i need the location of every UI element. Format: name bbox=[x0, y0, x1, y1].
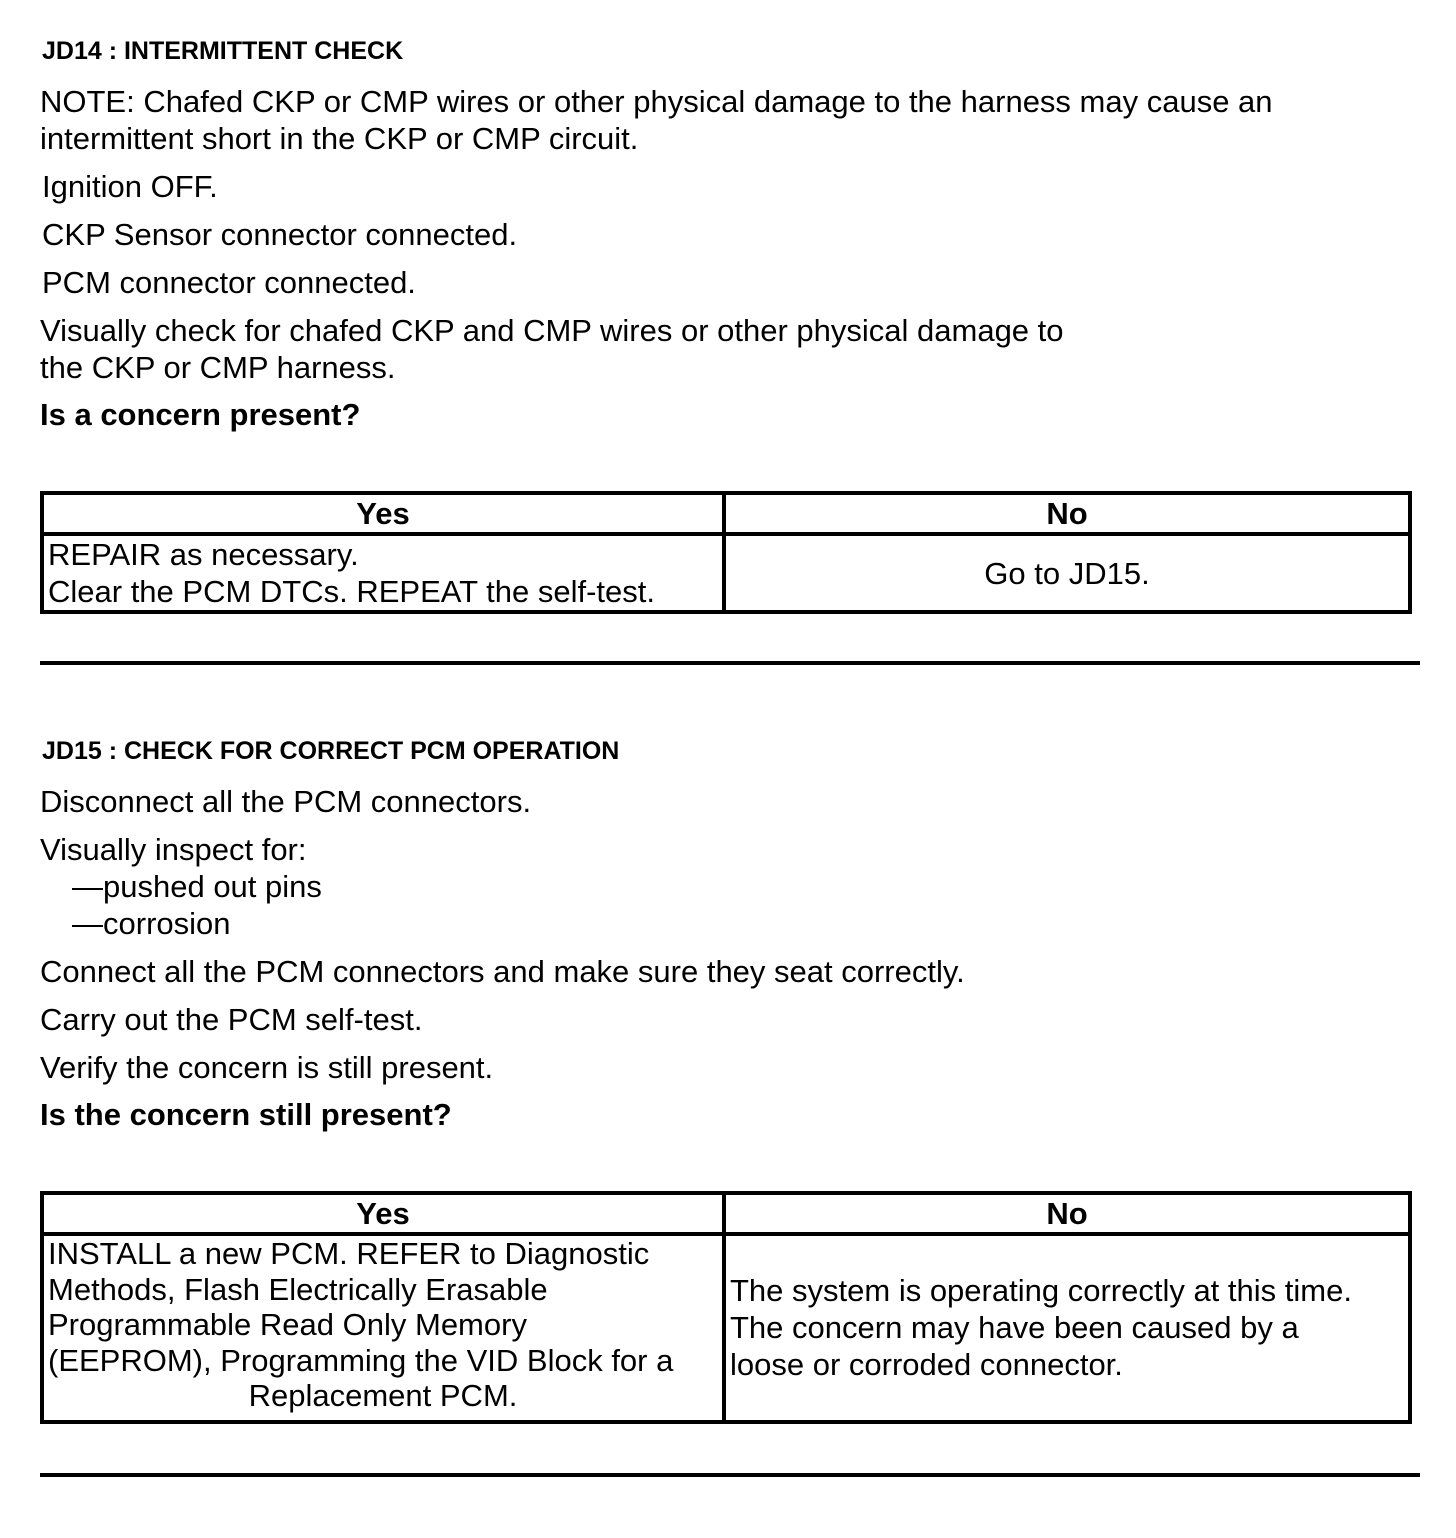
yes-line-4: (EEPROM), Programming the VID Block for a bbox=[48, 1342, 674, 1378]
jd15-inspect-item-2: —corrosion bbox=[72, 906, 231, 941]
yes-line-1: REPAIR as necessary. bbox=[48, 537, 359, 572]
jd15-step-3: Connect all the PCM connectors and make sure they seat correctly. bbox=[40, 954, 965, 989]
no-cell: Go to JD15. bbox=[724, 534, 1410, 612]
yes-cell bbox=[42, 534, 724, 612]
section-divider bbox=[40, 661, 1420, 665]
yes-line-3: Programmable Read Only Memory bbox=[48, 1307, 527, 1342]
table-row bbox=[42, 534, 1410, 612]
jd14-step-4-line2: the CKP or CMP harness. bbox=[40, 350, 396, 385]
table-header-row bbox=[42, 493, 1410, 534]
yes-line-5: Replacement PCM. bbox=[248, 1378, 518, 1413]
jd14-step-1: Ignition OFF. bbox=[42, 169, 218, 204]
jd15-step-4: Carry out the PCM self-test. bbox=[40, 1002, 423, 1037]
no-header: No bbox=[724, 493, 1410, 534]
no-line-3: loose or corroded connector. bbox=[730, 1347, 1123, 1383]
jd14-result-table bbox=[40, 491, 1412, 614]
jd15-title: JD15 : CHECK FOR CORRECT PCM OPERATION bbox=[42, 737, 620, 765]
section-divider bbox=[40, 1473, 1420, 1477]
jd15-question: Is the concern still present? bbox=[40, 1097, 452, 1132]
yes-cell bbox=[42, 1234, 724, 1422]
table-header-row bbox=[42, 1193, 1410, 1234]
table-row bbox=[42, 1234, 1410, 1422]
jd15-inspect-item-1: —pushed out pins bbox=[72, 869, 322, 904]
no-line-2: The concern may have been caused by a bbox=[730, 1310, 1299, 1346]
jd14-step-4 bbox=[40, 312, 1064, 386]
jd15-step-1: Disconnect all the PCM connectors. bbox=[40, 784, 532, 819]
yes-header: Yes bbox=[42, 493, 724, 534]
jd14-note-line1: NOTE: Chafed CKP or CMP wires or other physical damage to the harness may cause an bbox=[40, 84, 1273, 119]
jd15-result-table bbox=[40, 1191, 1412, 1424]
jd14-step-3: PCM connector connected. bbox=[42, 265, 416, 300]
no-cell bbox=[724, 1234, 1410, 1422]
jd14-question: Is a concern present? bbox=[40, 397, 361, 432]
jd14-step-2: CKP Sensor connector connected. bbox=[42, 217, 518, 252]
jd14-title: JD14 : INTERMITTENT CHECK bbox=[42, 37, 404, 65]
jd14-note-line2: intermittent short in the CKP or CMP circuit. bbox=[40, 121, 639, 156]
no-header: No bbox=[724, 1193, 1410, 1234]
jd15-step-2-label: Visually inspect for: bbox=[40, 832, 307, 867]
no-line-1: The system is operating correctly at this time. bbox=[730, 1273, 1352, 1309]
jd14-note bbox=[40, 83, 1273, 157]
yes-line-2: Methods, Flash Electrically Erasable bbox=[48, 1271, 548, 1307]
jd15-step-2 bbox=[40, 831, 322, 942]
jd14-step-4-line1: Visually check for chafed CKP and CMP wires or other physical damage to bbox=[40, 313, 1064, 348]
yes-header: Yes bbox=[42, 1193, 724, 1234]
jd15-step-5: Verify the concern is still present. bbox=[40, 1050, 494, 1085]
yes-line-2: Clear the PCM DTCs. REPEAT the self-test. bbox=[48, 574, 655, 609]
yes-line-1: INSTALL a new PCM. REFER to Diagnostic bbox=[48, 1236, 650, 1271]
